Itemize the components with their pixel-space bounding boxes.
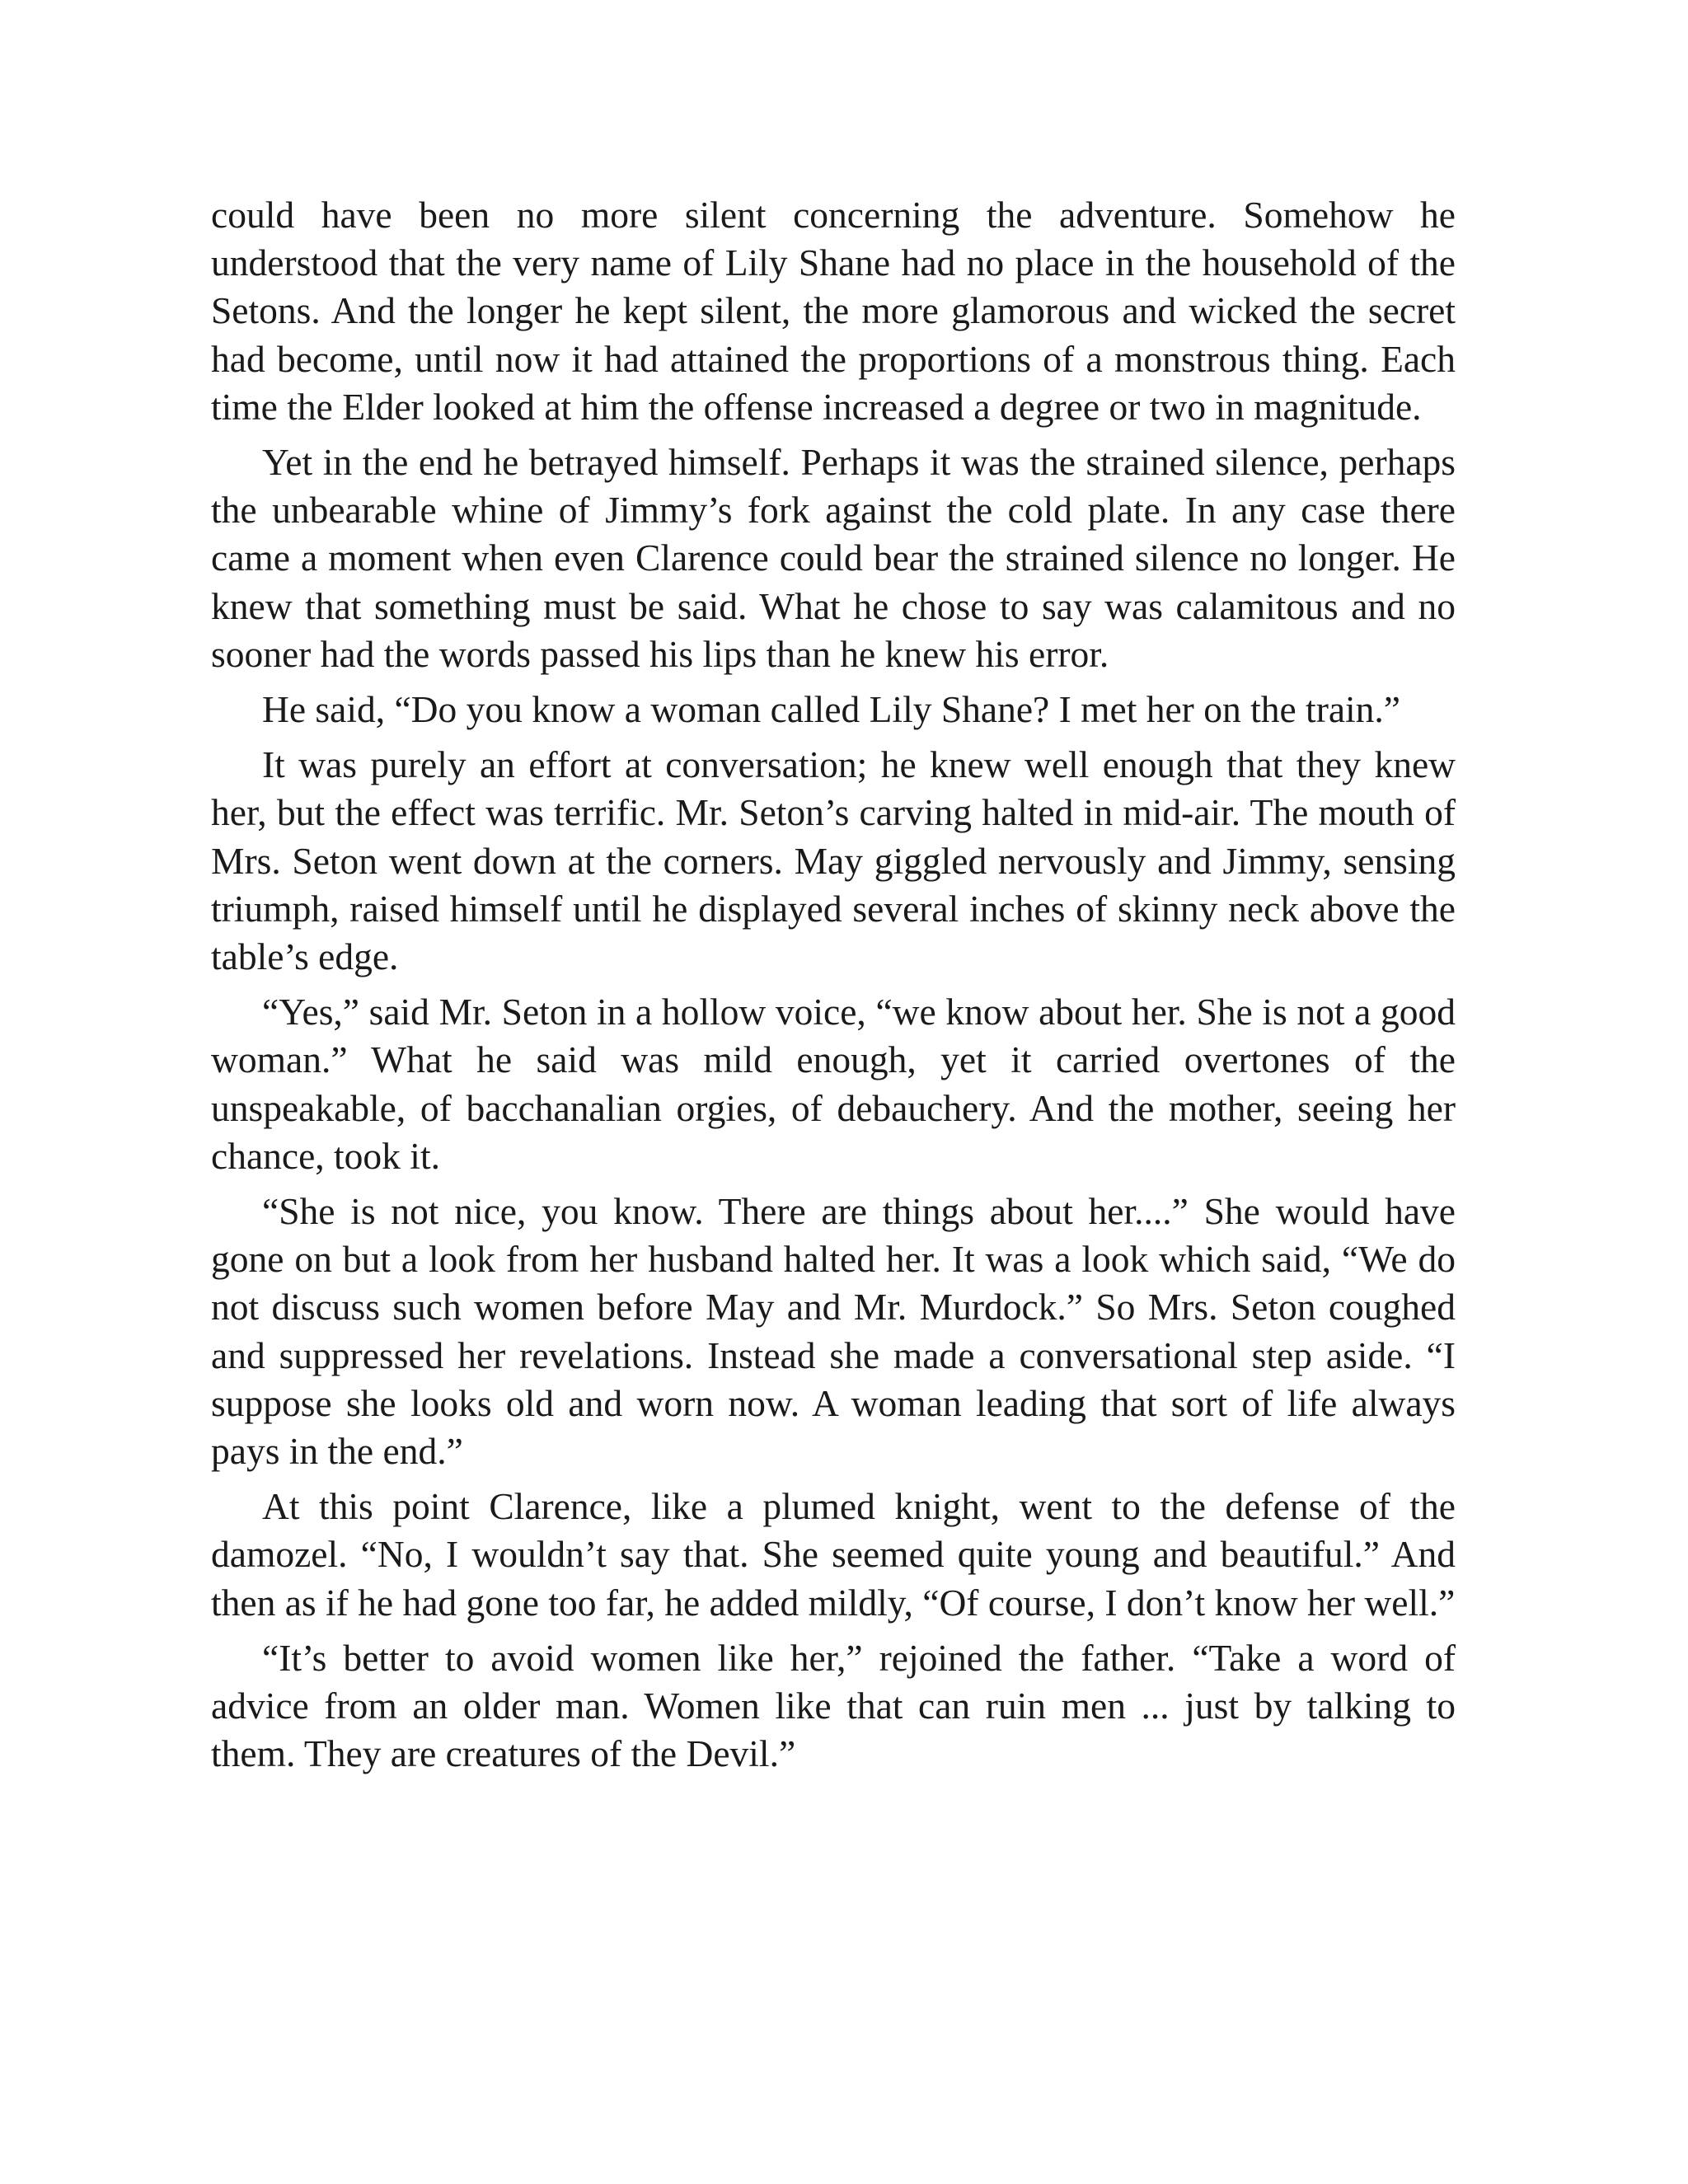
paragraph-6: “She is not nice, you know. There are things about her....” She would have gone on but a look from her husband halted her. It was a look which said, “We do not discuss such women before May and Mr. Murdock.” So Mrs. Seton coughed and suppressed her revelations. Instead she made a conversational step aside. “I suppose she looks old and worn now. A woman leading that sort of life always pays in the end.” — [211, 1190, 1456, 1473]
page-body — [211, 191, 1456, 1786]
paragraph-3: He said, “Do you know a woman called Lily Shane? I met her on the train.” — [262, 688, 1400, 731]
paragraph-7: At this point Clarence, like a plumed knight, went to the defense of the damozel. “No, I wouldn’t say that. She seemed quite young and beautiful.” And then as if he had gone too far, he added mildly, “Of course, I don’t know her well.” — [211, 1485, 1456, 1624]
paragraph-1: could have been no more silent concerning the adventure. Somehow he understood that the very name of Lily Shane had no place in the household of the Setons. And the longer he kept silent, the more glamorous and wicked the secret had become, until now it had attained the proportions of a monstrous thing. Each time the Elder looked at him the offense increased a degree or two in magnitude. — [211, 194, 1456, 428]
paragraph-2: Yet in the end he betrayed himself. Perhaps it was the strained silence, perhaps the unbearable whine of Jimmy’s fork against the cold plate. In any case there came a moment when even Clarence could bear the strained silence no longer. He knew that something must be said. What he chose to say was calamitous and no sooner had the words passed his lips than he knew his error. — [211, 441, 1456, 675]
paragraph-4: It was purely an effort at conversation; he knew well enough that they knew her, but the effect was terrific. Mr. Seton’s carving halted in mid-air. The mouth of Mrs. Seton went down at the corners. May giggled nervously and Jimmy, sensing triumph, raised himself until he displayed several inches of skinny neck above the table’s edge. — [211, 743, 1456, 978]
paragraph-5: “Yes,” said Mr. Seton in a hollow voice, “we know about her. She is not a good woman.” What he said was mild enough, yet it carried overtones of the unspeakable, of bacchanalian orgies, of debauchery. And the mother, seeing her chance, took it. — [211, 991, 1456, 1177]
paragraph-8: “It’s better to avoid women like her,” rejoined the father. “Take a word of advice from an older man. Women like that can ruin men ... just by talking to them. They are creatures of the Devil.” — [211, 1636, 1456, 1775]
